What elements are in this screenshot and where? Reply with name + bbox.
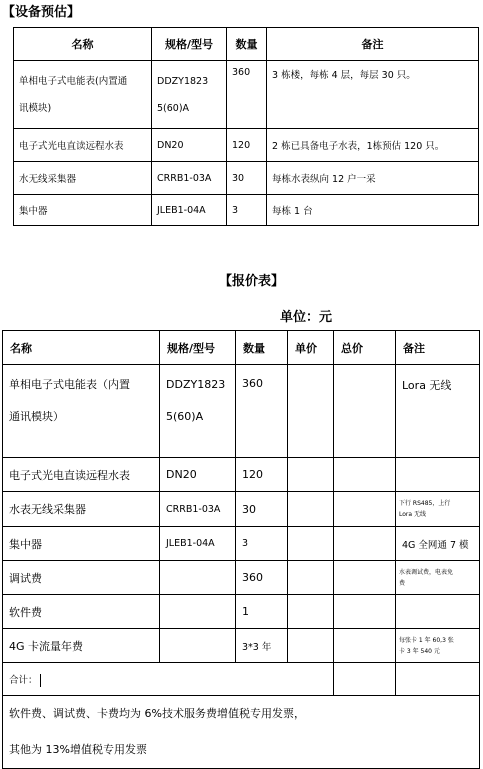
equipment-estimate-table [13, 27, 479, 226]
header-qty: 数量 [227, 28, 267, 61]
footnote-row [3, 696, 480, 731]
table-row [14, 129, 479, 162]
footnote-2: 其他为 13%增值税专用发票 [3, 731, 480, 769]
header-note: 备注 [396, 331, 480, 365]
cell-unit-price [288, 527, 334, 561]
cell-name: 单相电子式电能表（内置 通讯模块） [3, 365, 160, 458]
header-unit-price: 单价 [288, 331, 334, 365]
table-row [3, 561, 480, 595]
header-model: 规格/型号 [152, 28, 227, 61]
total-row [3, 663, 480, 696]
cell-note: Lora 无线 [396, 365, 480, 458]
cell-model: DDZY1823 5(60)A [160, 365, 236, 458]
cell-qty: 30 [236, 492, 288, 527]
table-row [3, 629, 480, 663]
table-row [14, 61, 479, 129]
cell-qty: 30 [227, 162, 267, 195]
total-note-cell [396, 663, 480, 696]
header-name: 名称 [14, 28, 152, 61]
total-label: 合计： [9, 674, 38, 686]
cell-total-price [334, 595, 396, 629]
text-cursor [40, 674, 41, 687]
table-row [14, 162, 479, 195]
table-row [14, 195, 479, 226]
cell-model: DDZY1823 5(60)A [152, 61, 227, 129]
cell-name: 集中器 [14, 195, 152, 226]
cell-total-price [334, 561, 396, 595]
cell-name: 水无线采集器 [14, 162, 152, 195]
header-name: 名称 [3, 331, 160, 365]
cell-qty: 3 [227, 195, 267, 226]
cell-note: 每张卡 1 年 60,3 张 卡 3 年 540 元 [396, 629, 480, 663]
quote-section-title: 【报价表】 [219, 274, 285, 289]
table-row [3, 365, 480, 458]
header-model: 规格/型号 [160, 331, 236, 365]
cell-note: 每栋水表纵向 12 户一采 [267, 162, 479, 195]
footnote-row [3, 731, 480, 769]
cell-model: JLEB1-04A [160, 527, 236, 561]
cell-model [160, 561, 236, 595]
cell-unit-price [288, 492, 334, 527]
cell-qty: 360 [227, 61, 267, 129]
cell-unit-price [288, 595, 334, 629]
cell-unit-price [288, 561, 334, 595]
quote-table [2, 330, 480, 769]
cell-qty: 1 [236, 595, 288, 629]
cell-name: 4G 卡流量年费 [3, 629, 160, 663]
total-price-cell [334, 663, 396, 696]
footnote-1: 软件费、调试费、卡费均为 6%技术服务费增值税专用发票， [3, 696, 480, 731]
cell-name: 单相电子式电能表(内置通 讯模块) [14, 61, 152, 129]
cell-total-price [334, 458, 396, 492]
table-row [3, 595, 480, 629]
cell-note: 下行 RS485，上行 Lora 无线 [396, 492, 480, 527]
cell-name: 电子式光电直读远程水表 [3, 458, 160, 492]
table-row [3, 458, 480, 492]
equipment-section-title: 【设备预估】 [2, 5, 81, 20]
cell-model: DN20 [160, 458, 236, 492]
cell-note: 每栋 1 台 [267, 195, 479, 226]
cell-note: 4G 全网通 7 模 [396, 527, 480, 561]
total-cell[interactable] [3, 663, 334, 696]
cell-model [160, 595, 236, 629]
cell-unit-price [288, 629, 334, 663]
table-header-row [3, 331, 480, 365]
cell-model [160, 629, 236, 663]
cell-model: CRRB1-03A [152, 162, 227, 195]
unit-label: 单位：元 [280, 310, 333, 325]
cell-total-price [334, 492, 396, 527]
cell-note: 水表调试费，电表免 费 [396, 561, 480, 595]
cell-total-price [334, 629, 396, 663]
cell-qty: 360 [236, 561, 288, 595]
cell-model: DN20 [152, 129, 227, 162]
cell-note [396, 458, 480, 492]
cell-qty: 360 [236, 365, 288, 458]
cell-qty: 3 [236, 527, 288, 561]
cell-model: CRRB1-03A [160, 492, 236, 527]
cell-qty: 3*3 年 [236, 629, 288, 663]
table-row [3, 492, 480, 527]
table-row [3, 527, 480, 561]
cell-model: JLEB1-04A [152, 195, 227, 226]
header-note: 备注 [267, 28, 479, 61]
header-total-price: 总价 [334, 331, 396, 365]
cell-note: 3 栋楼，每栋 4 层，每层 30 只。 [267, 61, 479, 129]
cell-unit-price [288, 458, 334, 492]
cell-name: 调试费 [3, 561, 160, 595]
cell-name: 软件费 [3, 595, 160, 629]
cell-name: 电子式光电直读远程水表 [14, 129, 152, 162]
cell-qty: 120 [236, 458, 288, 492]
cell-total-price [334, 527, 396, 561]
cell-qty: 120 [227, 129, 267, 162]
cell-unit-price [288, 365, 334, 458]
header-qty: 数量 [236, 331, 288, 365]
cell-name: 集中器 [3, 527, 160, 561]
cell-name: 水表无线采集器 [3, 492, 160, 527]
cell-note: 2 栋已具备电子水表，1栋预估 120 只。 [267, 129, 479, 162]
cell-total-price [334, 365, 396, 458]
cell-note [396, 595, 480, 629]
table-header-row [14, 28, 479, 61]
